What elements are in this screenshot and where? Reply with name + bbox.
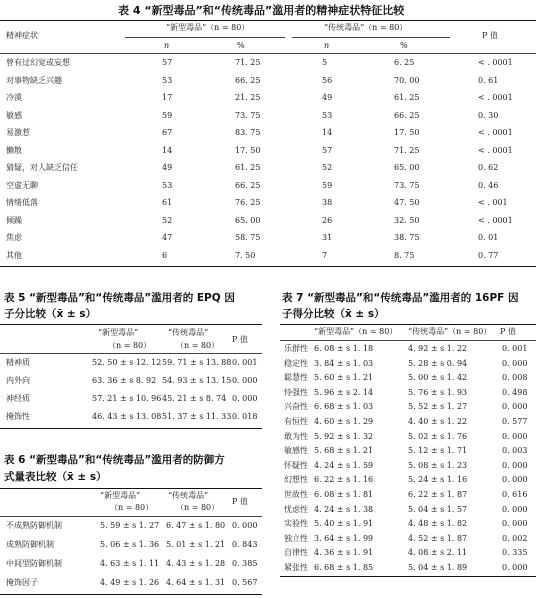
table-row [280, 342, 538, 357]
table-row [280, 473, 538, 488]
p-value: < . 0001 [478, 215, 513, 225]
p-value: 0. 000 [502, 431, 528, 441]
defense-name: 成熟防御机制 [6, 540, 54, 549]
factor-name: 自律性 [284, 548, 308, 558]
factor-name: 紧张性 [284, 563, 308, 572]
trad-mean-sd: 45. 21 ± s 8. 74 [162, 394, 227, 403]
new-count: 57 [162, 58, 173, 67]
p-value: 0. 567 [232, 578, 258, 587]
factor-name: 兴奋性 [284, 402, 308, 412]
table4-group-new: “新型毒品”（n = 80） [166, 23, 250, 32]
table-row [0, 538, 270, 557]
trad-mean-sd: 5. 24 ± s 1. 16 [408, 475, 468, 485]
trad-mean-sd: 4. 40 ± s 1. 22 [408, 417, 468, 426]
table5-group-new-b: （n = 80） [108, 341, 152, 350]
trad-percent: 38. 75 [394, 233, 420, 242]
table4-group-trad: “传统毒品”（n = 80） [324, 23, 408, 32]
new-mean-sd: 4. 36 ± s 1. 91 [314, 548, 374, 558]
table-row [0, 56, 538, 74]
trad-percent: 73. 75 [394, 180, 420, 190]
trad-mean-sd: 5. 04 ± s 1. 89 [408, 563, 468, 572]
new-percent: 66. 25 [235, 180, 261, 190]
p-value: 0. 30 [478, 110, 499, 120]
new-count: 61 [162, 198, 173, 207]
symptom-name: 焦虑 [6, 233, 22, 242]
table4-sub-pct1: % [237, 41, 245, 50]
factor-name: 幻想性 [284, 475, 308, 485]
p-value: 0. 000 [502, 563, 528, 572]
factor-name: 忧虑性 [284, 504, 308, 514]
table6-group-trad-b: （n = 80） [176, 503, 220, 512]
trad-count: 56 [322, 75, 333, 85]
trad-mean-sd: 6. 47 ± s 1. 80 [166, 521, 226, 530]
new-percent: 71. 25 [235, 58, 261, 67]
p-value: 0. 002 [502, 533, 528, 543]
symptom-name: 空虚无聊 [6, 180, 38, 190]
trad-mean-sd: 5. 04 ± s 1. 57 [408, 504, 468, 514]
factor-name: 内外向 [6, 376, 30, 385]
table-row [0, 74, 538, 92]
table-row [280, 532, 538, 547]
p-value: 0. 000 [502, 504, 528, 514]
new-mean-sd: 4. 24 ± s 1. 38 [314, 504, 374, 514]
trad-mean-sd: 5. 28 ± s 0. 94 [408, 358, 468, 368]
factor-name: 实验性 [284, 519, 308, 529]
table-row [0, 249, 538, 267]
table7-col-p: P 值 [500, 327, 516, 336]
trad-mean-sd: 54. 93 ± s 13. 15 [162, 376, 232, 385]
p-value: < . 001 [478, 198, 508, 207]
new-mean-sd: 4. 49 ± s 1. 26 [100, 578, 160, 587]
table4-sub-n2: n [324, 41, 330, 50]
table5-body [0, 356, 270, 432]
new-count: 52 [162, 215, 173, 225]
p-value: 0. 77 [478, 250, 499, 260]
new-mean-sd: 5. 06 ± s 1. 36 [100, 540, 160, 549]
new-mean-sd: 5. 96 ± s 2. 14 [314, 387, 374, 397]
trad-mean-sd: 4. 43 ± s 1. 28 [166, 559, 226, 568]
new-count: 6 [162, 250, 168, 260]
trad-mean-sd: 5. 52 ± s 1. 27 [408, 402, 468, 412]
table4-body [0, 56, 538, 266]
trad-percent: 47. 50 [394, 198, 420, 207]
p-value: 0. 46 [478, 180, 499, 190]
table5-caption-line2: 子分比较（x̄ ± s） [4, 308, 97, 320]
table7-caption-line2: 子得分比较（x̄ ± s） [282, 308, 385, 320]
trad-mean-sd: 4. 52 ± s 1. 87 [408, 533, 468, 543]
defense-name: 不成熟防御机制 [6, 521, 62, 530]
factor-name: 有恒性 [284, 417, 308, 426]
p-value: 0. 498 [502, 387, 528, 397]
table6-body [0, 519, 270, 597]
trad-mean-sd: 59. 71 ± s 13. 88 [162, 358, 232, 367]
new-mean-sd: 6. 08 ± s 1. 81 [314, 490, 374, 499]
factor-name: 独立性 [284, 533, 308, 543]
trad-mean-sd: 51. 37 ± s 11. 33 [162, 412, 232, 421]
table-row [280, 357, 538, 372]
table7-body [280, 342, 538, 578]
factor-name: 恃强性 [284, 387, 308, 397]
table-row [0, 557, 270, 576]
table7-caption-line1: 表 7 “新型毒品”和“传统毒品”滥用者的 16PF 因 [282, 292, 519, 304]
table-row [0, 161, 538, 179]
new-mean-sd: 5. 92 ± s 1. 32 [314, 431, 374, 441]
table-row [280, 386, 538, 401]
new-count: 47 [162, 233, 173, 242]
new-mean-sd: 6. 08 ± s 1. 18 [314, 344, 374, 353]
p-value: 0. 61 [478, 75, 499, 85]
p-value: 0. 385 [232, 559, 258, 568]
factor-name: 精神质 [6, 358, 30, 367]
table4-caption: 表 4 “新型毒品”和“传统毒品”滥用者的精神症状特征比较 [118, 4, 405, 17]
new-mean-sd: 57. 21 ± s 10. 96 [92, 394, 162, 403]
trad-percent: 32. 50 [394, 215, 420, 225]
new-count: 14 [162, 145, 173, 155]
p-value: 0. 000 [502, 402, 528, 412]
table-row [280, 546, 538, 561]
table-row [280, 561, 538, 576]
trad-count: 31 [322, 233, 333, 242]
table-row [280, 444, 538, 459]
table-row [280, 488, 538, 503]
table-row [0, 410, 270, 428]
new-mean-sd: 3. 84 ± s 1. 03 [314, 358, 374, 368]
defense-name: 中间型防御机制 [6, 559, 62, 568]
trad-count: 57 [322, 145, 333, 155]
symptom-name: 冷漠 [6, 93, 22, 102]
new-count: 59 [162, 110, 173, 120]
table-row [280, 400, 538, 415]
new-percent: 21. 25 [235, 93, 261, 102]
table-row [0, 519, 270, 538]
trad-mean-sd: 5. 08 ± s 1. 23 [408, 460, 468, 470]
p-value: 0. 008 [502, 373, 528, 383]
table-row [280, 371, 538, 386]
trad-count: 52 [322, 163, 333, 172]
table4-col-p: P 值 [482, 31, 498, 40]
table-row [0, 109, 538, 127]
table6-group-trad-a: “传统毒品” [168, 491, 209, 500]
trad-count: 26 [322, 215, 333, 225]
new-mean-sd: 5. 68 ± s 1. 21 [314, 446, 374, 456]
new-mean-sd: 6. 68 ± s 1. 85 [314, 563, 374, 572]
new-mean-sd: 46. 43 ± s 13. 08 [92, 412, 162, 421]
trad-mean-sd: 5. 76 ± s 1. 93 [408, 387, 468, 397]
p-value: < . 0001 [478, 145, 513, 155]
table4-col-symptom: 精神症状 [6, 31, 38, 40]
table7 [280, 282, 538, 598]
factor-name: 聪慧性 [284, 373, 308, 383]
factor-name: 怀疑性 [284, 460, 308, 470]
factor-name: 敢为性 [284, 431, 308, 441]
p-value: < . 0001 [478, 93, 513, 102]
factor-name: 稳定性 [284, 358, 308, 368]
p-value: 0. 001 [502, 344, 528, 353]
table-row [0, 356, 270, 374]
table-row [280, 430, 538, 445]
symptom-name: 易激惹 [6, 128, 30, 137]
table6-group-new-b: （n = 80） [110, 503, 154, 512]
new-mean-sd: 4. 24 ± s 1. 59 [314, 460, 374, 470]
trad-percent: 65. 00 [394, 163, 420, 172]
table5-group-trad-a: “传统毒品” [168, 328, 209, 337]
new-percent: 58. 75 [235, 233, 261, 242]
factor-name: 敏感性 [284, 446, 308, 456]
trad-count: 14 [322, 128, 333, 137]
p-value: 0. 335 [502, 548, 528, 558]
new-mean-sd: 5. 59 ± s 1. 27 [100, 521, 160, 530]
factor-name: 世故性 [284, 490, 308, 499]
new-count: 53 [162, 75, 173, 85]
table-row [0, 576, 270, 595]
trad-percent: 61. 25 [394, 93, 420, 102]
trad-percent: 70. 00 [394, 75, 420, 85]
symptom-name: 敏感 [6, 110, 22, 120]
new-percent: 66. 25 [235, 75, 261, 85]
trad-count: 5 [322, 58, 328, 67]
trad-mean-sd: 4. 64 ± s 1. 31 [166, 578, 226, 587]
p-value: 0. 000 [502, 358, 528, 368]
p-value: 0. 000 [502, 460, 528, 470]
table-row [0, 374, 270, 392]
trad-mean-sd: 4. 48 ± s 1. 82 [408, 519, 468, 529]
trad-mean-sd: 5. 01 ± s 1. 21 [166, 540, 226, 549]
new-percent: 65. 00 [235, 215, 261, 225]
symptom-name: 曾有过幻觉或妄想 [6, 58, 70, 67]
defense-name: 掩饰因子 [6, 578, 38, 587]
p-value: 0. 843 [232, 540, 258, 549]
p-value: 0. 577 [502, 417, 528, 426]
new-mean-sd: 3. 64 ± s 1. 99 [314, 533, 374, 543]
p-value: < . 0001 [478, 58, 513, 67]
trad-percent: 17. 50 [394, 128, 420, 137]
table6-col-p: P 值 [232, 497, 248, 506]
new-count: 49 [162, 163, 173, 172]
factor-name: 神经质 [6, 394, 30, 403]
new-mean-sd: 63. 36 ± s 8. 92 [92, 376, 157, 385]
trad-count: 38 [322, 198, 333, 207]
symptom-name: 其他 [6, 250, 22, 260]
table-row [0, 179, 538, 197]
new-mean-sd: 6. 22 ± s 1. 16 [314, 475, 374, 485]
table-row [280, 415, 538, 430]
p-value: 0. 001 [232, 358, 258, 367]
trad-mean-sd: 4. 92 ± s 1. 22 [408, 344, 468, 353]
new-count: 67 [162, 128, 173, 137]
table7-group-trad: “传统毒品”（n = 80） [408, 327, 492, 336]
table-row [280, 503, 538, 518]
factor-name: 掩饰性 [6, 412, 30, 421]
table-row [280, 459, 538, 474]
trad-count: 53 [322, 110, 333, 120]
table5-caption-line1: 表 5 “新型毒品”和“传统毒品”滥用者的 EPQ 因 [4, 292, 235, 304]
p-value: 0. 000 [502, 519, 528, 529]
symptom-name: 倾躁 [6, 215, 22, 225]
table-row [0, 231, 538, 249]
new-mean-sd: 4. 60 ± s 1. 29 [314, 417, 374, 426]
table4-sub-pct2: % [400, 41, 408, 50]
table7-group-new: “新型毒品”（n = 80） [314, 327, 398, 336]
symptom-name: 猜疑，对人缺乏信任 [6, 163, 78, 172]
table4 [0, 0, 538, 270]
new-percent: 7. 50 [235, 250, 256, 260]
symptom-name: 对事物缺乏兴趣 [6, 75, 62, 85]
new-count: 17 [162, 93, 173, 102]
p-value: 0. 616 [502, 490, 528, 499]
trad-percent: 71. 25 [394, 145, 420, 155]
table-row [280, 517, 538, 532]
new-mean-sd: 5. 40 ± s 1. 91 [314, 519, 374, 529]
trad-count: 49 [322, 93, 333, 102]
table-row [0, 91, 538, 109]
p-value: 0. 000 [232, 394, 258, 403]
p-value: 0. 62 [478, 163, 499, 172]
table6-caption-line2: 式量表比较（x̄ ± s） [4, 471, 107, 483]
p-value: 0. 01 [478, 233, 499, 242]
table-row [0, 126, 538, 144]
table-row [0, 196, 538, 214]
trad-percent: 6. 25 [394, 58, 415, 67]
new-percent: 17. 50 [235, 145, 261, 155]
table6-group-new-a: “新型毒品” [100, 491, 141, 500]
table5-group-new-a: “新型毒品” [98, 328, 139, 337]
trad-percent: 66. 25 [394, 110, 420, 120]
trad-percent: 8. 75 [394, 250, 415, 260]
new-percent: 76. 25 [235, 198, 261, 207]
trad-count: 7 [322, 250, 328, 260]
p-value: 0. 003 [502, 446, 528, 456]
table6-caption-line1: 表 6 “新型毒品”和“传统毒品”滥用者的防御方 [4, 454, 225, 466]
table-row [0, 144, 538, 162]
table-row [0, 392, 270, 410]
factor-name: 乐群性 [284, 344, 308, 353]
trad-mean-sd: 4. 08 ± s 2. 11 [408, 548, 468, 558]
new-percent: 83. 75 [235, 128, 261, 137]
table5 [0, 282, 270, 430]
p-value: 0. 018 [232, 412, 258, 421]
symptom-name: 情绪低落 [6, 198, 38, 207]
trad-mean-sd: 5. 12 ± s 1. 71 [408, 446, 468, 456]
table5-group-trad-b: （n = 80） [176, 341, 220, 350]
trad-mean-sd: 6. 22 ± s 1. 87 [408, 490, 468, 499]
trad-count: 59 [322, 180, 333, 190]
new-mean-sd: 6. 68 ± s 1. 03 [314, 402, 374, 412]
p-value: 0. 000 [232, 521, 258, 530]
new-mean-sd: 52. 50 ± s 12. 12 [92, 358, 162, 367]
table5-col-p: P 值 [232, 335, 248, 344]
p-value: < . 0001 [478, 128, 513, 137]
table6 [0, 440, 270, 598]
new-mean-sd: 4. 63 ± s 1. 11 [100, 559, 160, 568]
p-value: 0. 000 [232, 376, 258, 385]
table-row [0, 214, 538, 232]
trad-mean-sd: 5. 00 ± s 1. 42 [408, 373, 468, 383]
symptom-name: 懒散 [6, 145, 22, 155]
trad-mean-sd: 5. 02 ± s 1. 76 [408, 431, 468, 441]
new-percent: 73. 75 [235, 110, 261, 120]
new-percent: 61. 25 [235, 163, 261, 172]
new-count: 53 [162, 180, 173, 190]
new-mean-sd: 5. 60 ± s 1. 21 [314, 373, 374, 383]
table4-sub-n1: n [164, 41, 170, 50]
p-value: 0. 000 [502, 475, 528, 485]
